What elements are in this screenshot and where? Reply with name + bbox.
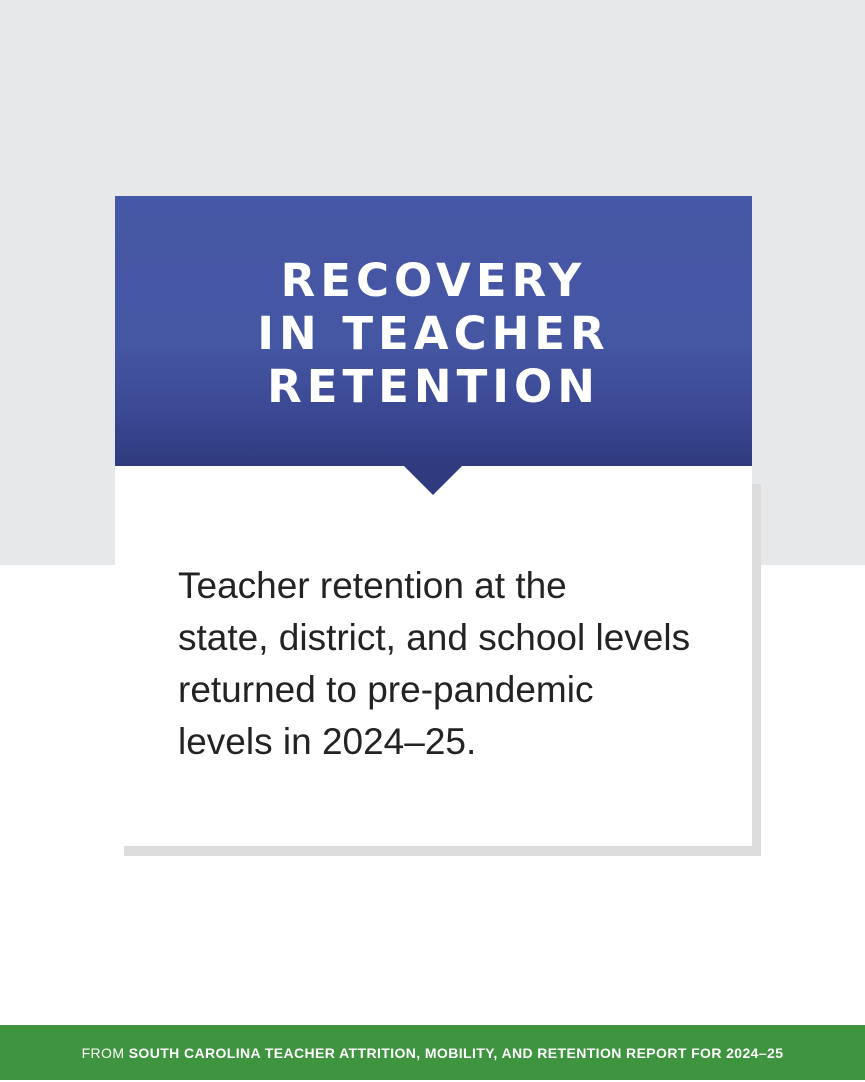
footer-prefix: FROM (81, 1045, 125, 1061)
title-line-2: IN TEACHER (257, 307, 610, 360)
footer-source-title: SOUTH CAROLINA TEACHER ATTRITION, MOBILITY, AND RETENTION REPORT FOR 2024–25 (128, 1045, 784, 1061)
page-title (115, 254, 752, 413)
title-line-1: RECOVERY (280, 254, 587, 307)
statement-line-1: Teacher retention at the (178, 565, 567, 606)
banner-pointer-arrow (404, 466, 462, 495)
title-line-3: RETENTION (267, 360, 600, 413)
statement-line-2: state, district, and school levels (178, 617, 691, 658)
finding-statement (178, 560, 738, 768)
statement-line-3: returned to pre-pandemic (178, 669, 594, 710)
source-footer (0, 1025, 865, 1080)
title-banner (115, 196, 752, 466)
statement-line-4: levels in 2024–25. (178, 721, 477, 762)
